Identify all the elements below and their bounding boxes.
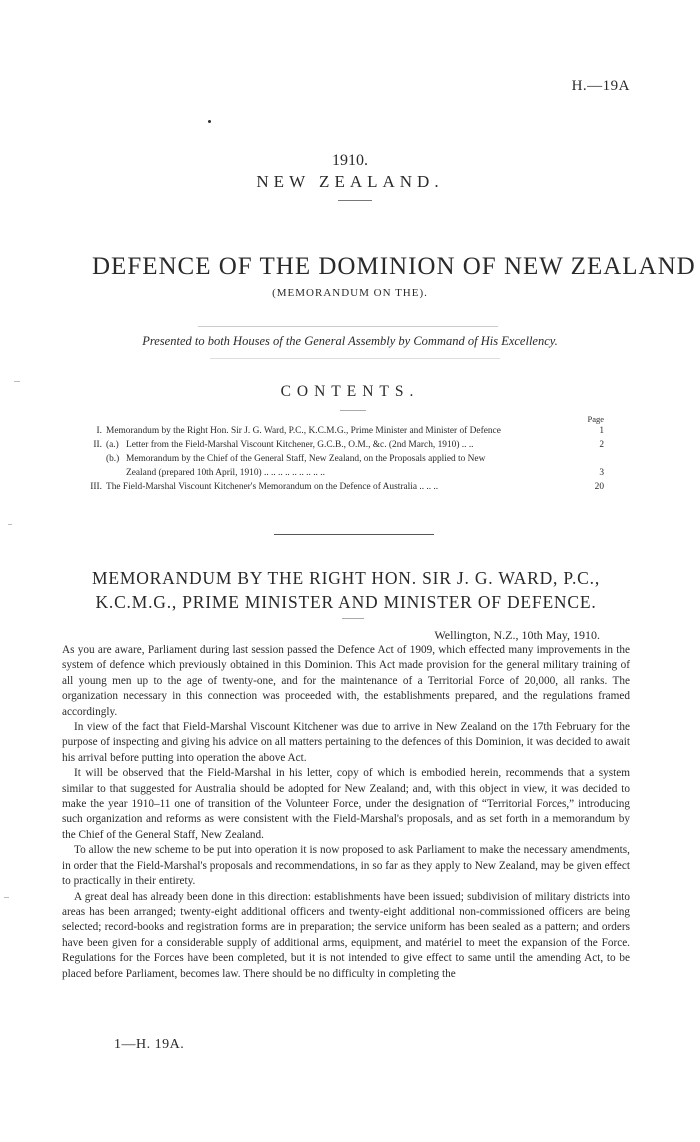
divider [338, 200, 372, 201]
toc-text: Letter from the Field-Marshal Viscount Kitchener, G.C.B., O.M., &c. (2nd March, 1910) .. .. [126, 440, 474, 450]
toc-text: Memorandum by the Chief of the General Staff, New Zealand, on the Proposals applied to New [126, 454, 486, 464]
document-subtitle: (MEMORANDUM ON THE). [272, 287, 428, 299]
toc-page: 1 [599, 426, 604, 436]
document-title: DEFENCE OF THE DOMINION OF NEW ZEALAND [92, 253, 696, 280]
divider [340, 410, 366, 411]
country-heading: NEW ZEALAND. [256, 172, 444, 191]
toc-page: 20 [594, 482, 604, 492]
print-speck [208, 120, 211, 123]
divider [274, 534, 434, 535]
toc-page: 3 [599, 468, 604, 478]
toc-subletter: (a.) [106, 440, 119, 450]
toc-subletter: (b.) [106, 454, 120, 464]
toc-number: II. [93, 440, 102, 450]
toc-text: Zealand (prepared 10th April, 1910) .. .. .. .. .. .. .. .. .. [126, 468, 325, 478]
paragraph: To allow the new scheme to be put into operation it is now proposed to ask Parliament to make the necessary amendments, in order that the Field-Marshal's proposals and recommendations, in so far as they apply to New Zealand, may be given effect to practically in their entirety. [62, 844, 630, 888]
divider [210, 358, 500, 359]
year: 1910. [332, 152, 368, 169]
divider [342, 618, 364, 619]
toc-text: Memorandum by the Right Hon. Sir J. G. Ward, P.C., K.C.M.G., Prime Minister and Minister of Defence [106, 426, 501, 436]
toc-page: 2 [599, 440, 604, 450]
paragraph: As you are aware, Parliament during last session passed the Defence Act of 1909, which effected many improvements in the system of defence which previously obtained in this Dominion. This Act made provision for the general military training of all young men up to the age of twenty-one, and for the maintenance of a Territorial Force of 20,000, all ranks. The organization necessary in this connection was proceeded with, the establishments prepared, and the regulations framed accordingly. [62, 644, 630, 718]
memorandum-title-line: K.C.M.G., PRIME MINISTER AND MINISTER OF DEFENCE. [95, 592, 597, 612]
presented-line: Presented to both Houses of the General Assembly by Command of His Excellency. [142, 334, 558, 348]
document-reference: H.—19A [571, 78, 630, 94]
page-footer: 1—H. 19A. [114, 1037, 185, 1052]
toc-entry [76, 467, 604, 479]
page-mark [14, 381, 20, 382]
memorandum-body [62, 643, 630, 982]
divider [198, 326, 498, 327]
paragraph: A great deal has already been done in this direction: establishments have been issued; subdivision of military districts into areas has been arranged; twenty-eight additional officers and twenty-eight additional non-commissioned officers are being selected; record-books and registration forms are in preparation; the service uniform has been sealed as a pattern; and orders have been given for a considerable supply of additional arms, equipment, and matériel to meet the expansion of the Force. Regulations for the Forces have been completed, but it is not intended to give effect to same until the amending Act, to be placed before Parliament, becomes law. There should be no difficulty in completing the [62, 890, 630, 980]
memorandum-title [62, 566, 630, 614]
memorandum-title-line: MEMORANDUM BY THE RIGHT HON. SIR J. G. WARD, P.C., [91, 568, 600, 588]
toc-entry [76, 425, 604, 437]
table-of-contents [76, 414, 604, 495]
page-mark [4, 897, 9, 898]
paragraph: It will be observed that the Field-Marshal in his letter, copy of which is embodied herein, recommends that a system similar to that suggested for Australia should be adopted for New Zealand; and, with this object in view, it was decided to make the year 1910–11 one of transition of the Volunteer Force, under the designation of “Territorial Forces,” introducing such organization and reforms as were consistent with the Field-Marshal's proposals, and as set forth in a memorandum by the Chief of the General Staff, New Zealand. [62, 767, 630, 841]
contents-heading: CONTENTS. [280, 383, 420, 400]
toc-entry [76, 453, 604, 465]
dateline: Wellington, N.Z., 10th May, 1910. [434, 628, 600, 642]
toc-entry [76, 481, 604, 493]
toc-number: I. [96, 426, 102, 436]
toc-text: The Field-Marshal Viscount Kitchener's Memorandum on the Defence of Australia .. .. .. [106, 482, 439, 492]
toc-number: III. [90, 482, 102, 492]
page-column-label: Page [587, 414, 604, 424]
toc-entry [76, 439, 604, 451]
page-mark [8, 524, 12, 525]
paragraph: In view of the fact that Field-Marshal Viscount Kitchener was due to arrive in New Zealand on the 17th February for the purpose of inspecting and giving his advice on all matters pertaining to the defences of this Dominion, it was decided to await his arrival before putting into operation the above Act. [62, 721, 630, 764]
